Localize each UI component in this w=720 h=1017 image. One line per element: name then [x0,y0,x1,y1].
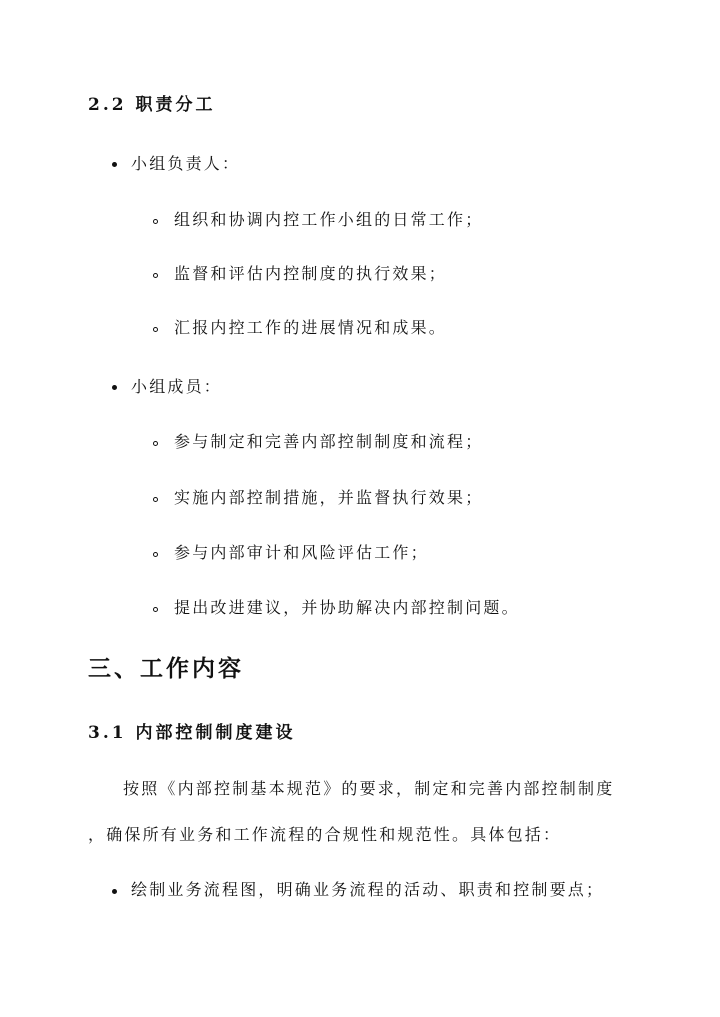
bullet-circle-icon [153,552,158,557]
bullet-circle-icon [153,607,158,612]
group-label-members: 小组成员： [131,377,223,396]
bullet-circle-icon [153,497,158,502]
list-item: 参与内部审计和风险评估工作； [174,543,429,562]
list-item: 参与制定和完善内部控制制度和流程； [174,432,484,451]
list-item: 组织和协调内控工作小组的日常工作； [174,210,484,229]
section-heading-3-1: 3.1 内部控制制度建设 [88,723,296,743]
list-item: 实施内部控制措施，并监督执行效果； [174,488,484,507]
bullet-circle-icon [153,273,158,278]
bullet-dot-icon [112,889,117,894]
list-item: 提出改进建议，并协助解决内部控制问题。 [174,598,520,617]
group-label-leader: 小组负责人： [131,154,241,173]
list-item: 汇报内控工作的进展情况和成果。 [174,318,448,337]
list-item: 绘制业务流程图，明确业务流程的活动、职责和控制要点； [131,880,605,899]
section-heading-3: 三、工作内容 [88,655,244,682]
bullet-circle-icon [153,219,158,224]
bullet-circle-icon [153,327,158,332]
bullet-circle-icon [153,441,158,446]
paragraph-line-1: 按照《内部控制基本规范》的要求，制定和完善内部控制制度 [123,779,615,798]
bullet-dot-icon [112,385,117,390]
section-heading-2-2: 2.2 职责分工 [88,95,216,115]
bullet-dot-icon [112,162,117,167]
list-item: 监督和评估内控制度的执行效果； [174,264,448,283]
paragraph-line-2: ，确保所有业务和工作流程的合规性和规范性。具体包括： [88,825,562,844]
